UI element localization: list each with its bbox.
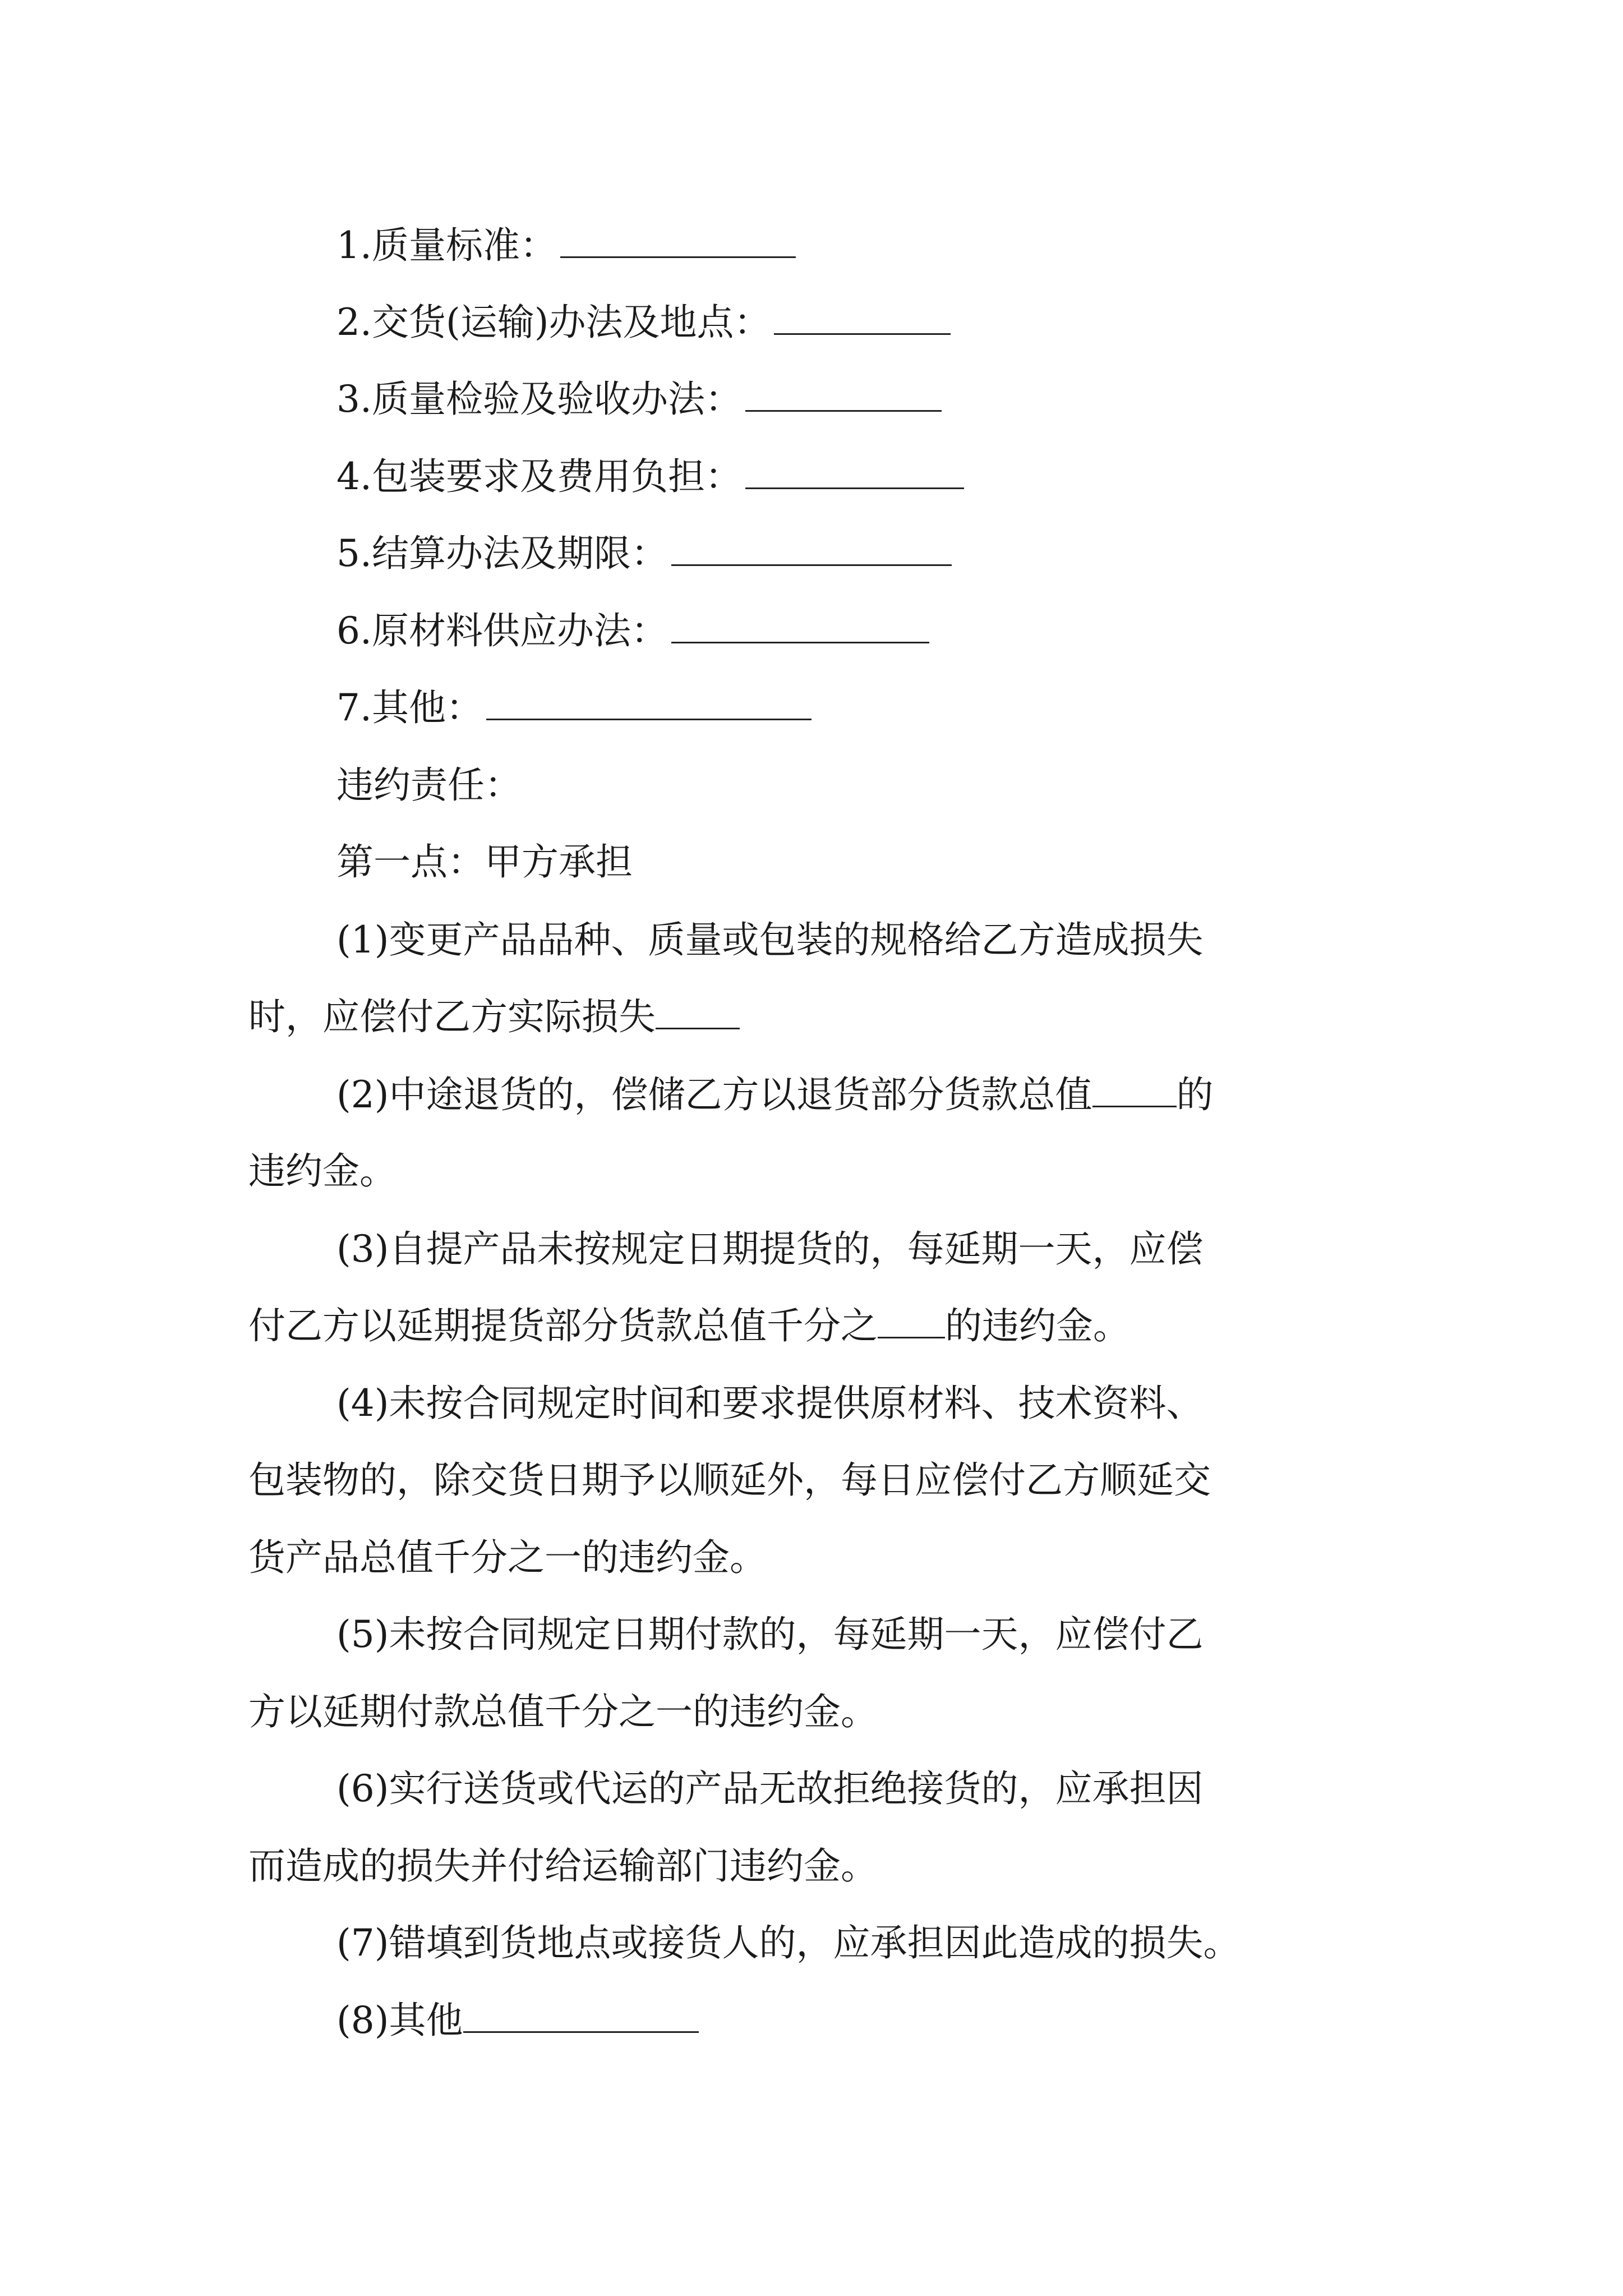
clause-4-line-3: 货产品总值千分之一的违约金。 xyxy=(248,1536,767,1579)
clause-3-blank[interactable] xyxy=(878,1331,945,1338)
term-4-label: 4.包装要求及费用负担： xyxy=(336,455,742,498)
term-1 xyxy=(336,223,796,268)
term-1-label: 1.质量标准： xyxy=(336,224,557,267)
term-5-blank[interactable] xyxy=(671,560,952,566)
clause-8-line-1 xyxy=(336,1998,699,2043)
term-4-blank[interactable] xyxy=(745,483,964,489)
term-7 xyxy=(336,685,811,730)
term-6-blank[interactable] xyxy=(671,637,929,643)
term-6-label: 6.原材料供应办法： xyxy=(336,609,668,652)
term-4 xyxy=(336,454,964,499)
clause-2-line-2: 违约金。 xyxy=(248,1149,396,1193)
point-one-heading: 第一点：甲方承担 xyxy=(336,840,633,884)
clause-6-line-1: (6)实行送货或代运的产品无故拒绝接货的，应承担因 xyxy=(336,1767,1204,1810)
clause-3-line-2-text: 付乙方以延期提货部分货款总值千分之 xyxy=(248,1304,878,1347)
clause-1-line-2 xyxy=(248,995,740,1039)
liability-heading: 违约责任： xyxy=(336,763,522,807)
clause-2-suffix: 的 xyxy=(1176,1073,1214,1116)
clause-4-line-1: (4)未按合同规定时间和要求提供原材料、技术资料、 xyxy=(336,1382,1204,1425)
clause-1-blank[interactable] xyxy=(656,1022,740,1029)
clause-6-line-2: 而造成的损失并付给运输部门违约金。 xyxy=(248,1844,878,1888)
term-7-label: 7.其他： xyxy=(336,686,483,729)
clause-2-line-1 xyxy=(336,1073,1214,1117)
term-2-blank[interactable] xyxy=(774,329,951,335)
clause-1-line-2-text: 时，应偿付乙方实际损失 xyxy=(248,995,656,1038)
clause-8-blank[interactable] xyxy=(463,2026,699,2033)
clause-1-line-1: (1)变更产品品种、质量或包装的规格给乙方造成损失 xyxy=(336,918,1204,961)
term-6 xyxy=(336,609,929,654)
term-2 xyxy=(336,300,951,345)
clause-2-line-1-text: (2)中途退货的，偿储乙方以退货部分货款总值 xyxy=(336,1073,1092,1116)
clause-3-line-2-suffix: 的违约金。 xyxy=(945,1304,1130,1347)
clause-4-line-2: 包装物的，除交货日期予以顺延外，每日应偿付乙方顺延交 xyxy=(248,1458,1211,1502)
clause-3-line-2 xyxy=(248,1304,1130,1349)
term-3-label: 3.质量检验及验收办法： xyxy=(336,378,742,421)
term-1-blank[interactable] xyxy=(560,252,796,258)
clause-8-text: (8)其他 xyxy=(336,1999,463,2042)
term-3-blank[interactable] xyxy=(745,406,942,412)
term-3 xyxy=(336,377,942,422)
term-5-label: 5.结算办法及期限： xyxy=(336,532,668,575)
term-7-blank[interactable] xyxy=(486,714,811,720)
clause-5-line-1: (5)未按合同规定日期付款的，每延期一天，应偿付乙 xyxy=(336,1613,1204,1656)
term-2-label: 2.交货(运输)办法及地点： xyxy=(336,301,771,344)
term-5 xyxy=(336,531,952,576)
clause-7-line-1: (7)错填到货地点或接货人的，应承担因此造成的损失。 xyxy=(336,1921,1241,1964)
clause-2-blank[interactable] xyxy=(1092,1100,1177,1107)
clause-5-line-2: 方以延期付款总值千分之一的违约金。 xyxy=(248,1690,878,1733)
clause-3-line-1: (3)自提产品未按规定日期提货的，每延期一天，应偿 xyxy=(336,1227,1204,1271)
